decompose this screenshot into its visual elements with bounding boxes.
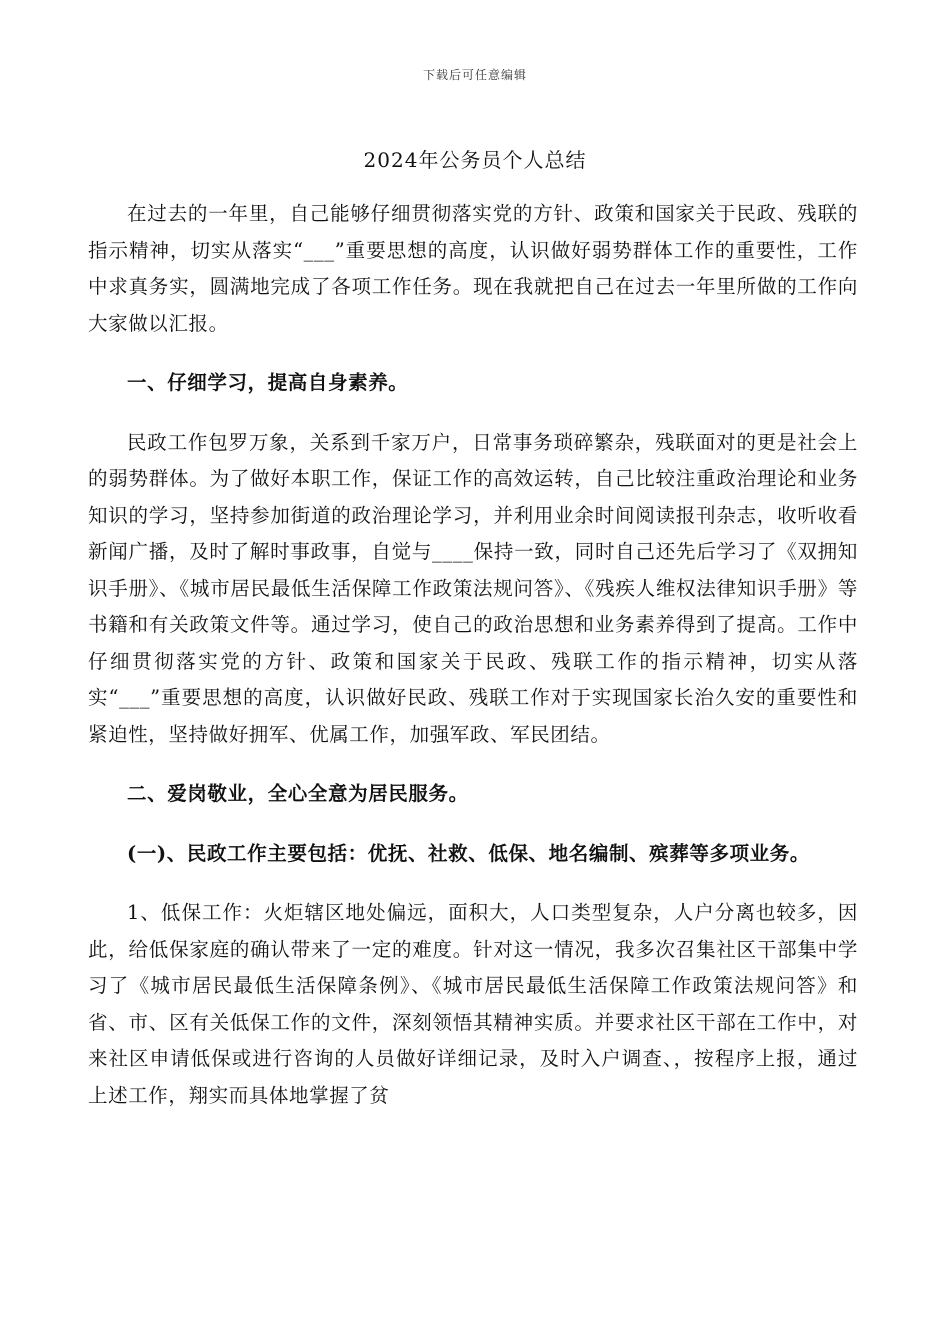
section-heading-2: 二、爱岗敬业，全心全意为居民服务。	[127, 782, 469, 805]
subsection-2-1-paragraph: 1、低保工作：火炬辖区地处偏远，面积大，人口类型复杂，人户分离也较多，因此，给低保家庭的确认带来了一定的难度。针对这一情况，我多次召集社区干部集中学习了《城市居民最低生活保障条例》、《城市居民最低生活保障工作政策法规问答》和省、市、区有关低保工作的文件，深刻领悟其精神实质。并要求社区干部在工作中，对来社区申请低保或进行咨询的人员做好详细记录，及时入户调查、，按程序上报，通过上述工作，翔实而具体地掌握了贫	[88, 901, 858, 1107]
subsection-heading-2-1: (一)、民政工作主要包括：优抚、社救、低保、地名编制、殡葬等多项业务。	[127, 841, 810, 865]
document-body	[88, 173, 858, 1114]
intro-paragraph: 在过去的一年里，自己能够仔细贯彻落实党的方针、政策和国家关于民政、残联的指示精神，切实从落实“___”重要思想的高度，认识做好弱势群体工作的重要性，工作中求真务实，圆满地完成了各项工作任务。现在我就把自己在过去一年里所做的工作向大家做以汇报。	[88, 202, 858, 335]
section-heading-1: 一、仔细学习，提高自身素养。	[127, 371, 409, 394]
header-note: 下载后可任意编辑	[422, 68, 527, 82]
section-1-paragraph: 民政工作包罗万象，关系到千家万户，日常事务琐碎繁杂，残联面对的更是社会上的弱势群体。为了做好本职工作，保证工作的高效运转，自己比较注重政治理论和业务知识的学习，坚持参加街道的政治理论学习，并利用业余时间阅读报刊杂志，收听收看新闻广播，及时了解时事政事，自觉与____保持一致，同时自己还先后学习了《双拥知识手册》、《城市居民最低生活保障工作政策法规问答》、《残疾人维权法律知识手册》等书籍和有关政策文件等。通过学习，使自己的政治思想和业务素养得到了提高。工作中仔细贯彻落实党的方针、政策和国家关于民政、残联工作的指示精神，切实从落实“___”重要思想的高度，认识做好民政、残联工作对于实现国家长治久安的重要性和紧迫性，坚持做好拥军、优属工作，加强军政、军民团结。	[88, 430, 858, 746]
document-title: 2024年公务员个人总结	[363, 148, 587, 172]
